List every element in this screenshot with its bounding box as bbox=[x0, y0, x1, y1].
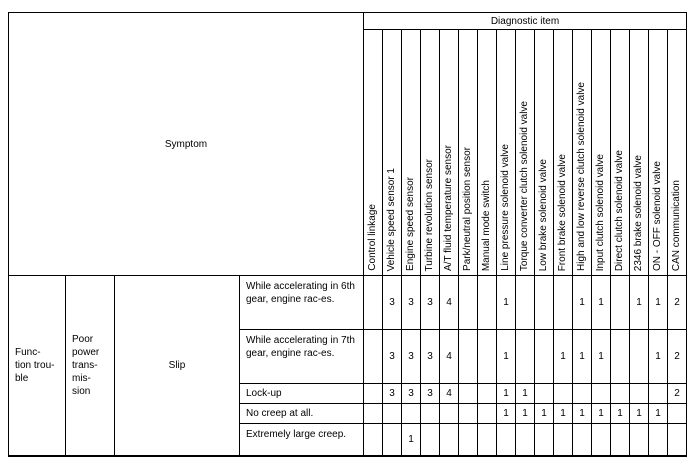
check-order-cell bbox=[440, 424, 459, 456]
check-order-cell bbox=[516, 424, 535, 456]
symptom-header: Symptom bbox=[9, 13, 364, 276]
column-header bbox=[421, 30, 440, 276]
check-order-cell: 2 bbox=[668, 330, 687, 384]
check-order-cell: 3 bbox=[421, 384, 440, 404]
table-row bbox=[9, 276, 687, 330]
column-header bbox=[592, 30, 611, 276]
check-order-cell bbox=[573, 424, 592, 456]
check-order-cell: 1 bbox=[516, 404, 535, 424]
column-header-label: Vehicle speed sensor 1 bbox=[386, 167, 397, 271]
column-header bbox=[440, 30, 459, 276]
column-header-label: Front brake solenoid valve bbox=[557, 153, 568, 271]
check-order-cell: 1 bbox=[573, 404, 592, 424]
column-header-label: Manual mode switch bbox=[481, 179, 492, 271]
symptom-condition: Extremely large creep. bbox=[240, 424, 364, 456]
check-order-cell: 1 bbox=[554, 330, 573, 384]
column-header bbox=[535, 30, 554, 276]
check-order-cell bbox=[649, 424, 668, 456]
check-order-cell: 1 bbox=[649, 330, 668, 384]
check-order-cell bbox=[535, 384, 554, 404]
check-order-cell bbox=[649, 384, 668, 404]
check-order-cell bbox=[478, 404, 497, 424]
check-order-cell bbox=[364, 276, 383, 330]
check-order-cell bbox=[459, 276, 478, 330]
check-order-cell bbox=[364, 384, 383, 404]
column-header bbox=[383, 30, 402, 276]
column-header bbox=[478, 30, 497, 276]
column-header-label: Engine speed sensor bbox=[405, 177, 416, 271]
diagnostic-table bbox=[8, 12, 687, 457]
column-header-label: Control linkage bbox=[367, 204, 378, 271]
check-order-cell: 4 bbox=[440, 384, 459, 404]
check-order-cell bbox=[611, 330, 630, 384]
check-order-cell bbox=[459, 330, 478, 384]
check-order-cell: 1 bbox=[630, 276, 649, 330]
check-order-cell bbox=[535, 276, 554, 330]
symptom-condition: While accelerating in 7th gear, engine rac-es. bbox=[240, 330, 364, 384]
header-row-top bbox=[9, 13, 687, 30]
column-header bbox=[630, 30, 649, 276]
check-order-cell: 1 bbox=[573, 276, 592, 330]
check-order-cell: 1 bbox=[554, 404, 573, 424]
check-order-cell: 1 bbox=[535, 404, 554, 424]
column-header-label: High and low reverse clutch solenoid valve bbox=[576, 82, 587, 271]
check-order-cell bbox=[592, 424, 611, 456]
check-order-cell: 1 bbox=[649, 276, 668, 330]
check-order-cell bbox=[421, 424, 440, 456]
symptom-condition: While accelerating in 6th gear, engine rac-es. bbox=[240, 276, 364, 330]
check-order-cell bbox=[611, 424, 630, 456]
symptom-category: Func- tion trou- ble bbox=[9, 276, 66, 456]
check-order-cell bbox=[611, 276, 630, 330]
check-order-cell bbox=[478, 330, 497, 384]
column-header bbox=[364, 30, 383, 276]
check-order-cell: 3 bbox=[402, 384, 421, 404]
column-header-label: Low brake solenoid valve bbox=[538, 158, 549, 271]
check-order-cell bbox=[630, 330, 649, 384]
column-header bbox=[516, 30, 535, 276]
check-order-cell bbox=[592, 384, 611, 404]
check-order-cell: 2 bbox=[668, 384, 687, 404]
check-order-cell bbox=[440, 404, 459, 424]
check-order-cell: 1 bbox=[649, 404, 668, 424]
check-order-cell: 1 bbox=[497, 404, 516, 424]
column-header bbox=[611, 30, 630, 276]
column-header bbox=[497, 30, 516, 276]
check-order-cell bbox=[554, 276, 573, 330]
check-order-cell bbox=[478, 276, 497, 330]
check-order-cell: 3 bbox=[402, 276, 421, 330]
check-order-cell bbox=[630, 424, 649, 456]
check-order-cell: 1 bbox=[611, 404, 630, 424]
check-order-cell: 4 bbox=[440, 330, 459, 384]
column-header-label: 2346 brake solenoid valve bbox=[633, 154, 644, 271]
check-order-cell bbox=[421, 404, 440, 424]
column-header bbox=[459, 30, 478, 276]
check-order-cell: 1 bbox=[497, 330, 516, 384]
column-header-label: Turbine revolution sensor bbox=[424, 158, 435, 271]
column-header bbox=[554, 30, 573, 276]
check-order-cell bbox=[630, 384, 649, 404]
column-header-label: Line pressure solenoid valve bbox=[500, 144, 511, 271]
column-header-label: A/T fluid temperature sensor bbox=[443, 145, 454, 271]
check-order-cell: 3 bbox=[421, 330, 440, 384]
check-order-cell bbox=[611, 384, 630, 404]
column-header-label: Input clutch solenoid valve bbox=[595, 153, 606, 271]
check-order-cell: 4 bbox=[440, 276, 459, 330]
check-order-cell: 3 bbox=[383, 276, 402, 330]
check-order-cell bbox=[402, 404, 421, 424]
check-order-cell: 1 bbox=[592, 276, 611, 330]
check-order-cell bbox=[459, 384, 478, 404]
check-order-cell: 1 bbox=[573, 330, 592, 384]
check-order-cell: 1 bbox=[497, 276, 516, 330]
column-header-label: ON - OFF solenoid valve bbox=[652, 160, 663, 271]
check-order-cell: 1 bbox=[592, 404, 611, 424]
check-order-cell bbox=[497, 424, 516, 456]
column-header bbox=[573, 30, 592, 276]
check-order-cell bbox=[364, 404, 383, 424]
symptom-condition: No creep at all. bbox=[240, 404, 364, 424]
check-order-cell bbox=[364, 424, 383, 456]
check-order-cell: 3 bbox=[402, 330, 421, 384]
column-header-label: Torque converter clutch solenoid valve bbox=[519, 100, 530, 271]
symptom-type: Slip bbox=[115, 276, 240, 456]
check-order-cell bbox=[478, 424, 497, 456]
column-header bbox=[402, 30, 421, 276]
check-order-cell: 3 bbox=[383, 330, 402, 384]
check-order-cell bbox=[383, 404, 402, 424]
check-order-cell: 3 bbox=[421, 276, 440, 330]
column-header bbox=[649, 30, 668, 276]
check-order-cell: 3 bbox=[383, 384, 402, 404]
check-order-cell bbox=[478, 384, 497, 404]
check-order-cell bbox=[573, 384, 592, 404]
diagnostic-item-header: Diagnostic item bbox=[364, 13, 687, 30]
check-order-cell bbox=[364, 330, 383, 384]
check-order-cell: 1 bbox=[592, 330, 611, 384]
check-order-cell: 1 bbox=[630, 404, 649, 424]
column-header-label: Park/neutral position sensor bbox=[462, 147, 473, 271]
check-order-cell bbox=[516, 330, 535, 384]
column-header bbox=[668, 30, 687, 276]
check-order-cell bbox=[535, 424, 554, 456]
check-order-cell bbox=[459, 424, 478, 456]
check-order-cell bbox=[383, 424, 402, 456]
check-order-cell: 1 bbox=[497, 384, 516, 404]
check-order-cell bbox=[668, 424, 687, 456]
check-order-cell bbox=[554, 424, 573, 456]
check-order-cell: 1 bbox=[402, 424, 421, 456]
check-order-cell bbox=[668, 404, 687, 424]
check-order-cell bbox=[459, 404, 478, 424]
check-order-cell: 1 bbox=[516, 384, 535, 404]
check-order-cell bbox=[554, 384, 573, 404]
symptom-condition: Lock-up bbox=[240, 384, 364, 404]
symptom-subcategory: Poor power trans- mis- sion bbox=[66, 276, 115, 456]
check-order-cell bbox=[516, 276, 535, 330]
column-header-label: Direct clutch solenoid valve bbox=[614, 149, 625, 271]
check-order-cell: 2 bbox=[668, 276, 687, 330]
check-order-cell bbox=[535, 330, 554, 384]
column-header-label: CAN communication bbox=[671, 179, 682, 271]
